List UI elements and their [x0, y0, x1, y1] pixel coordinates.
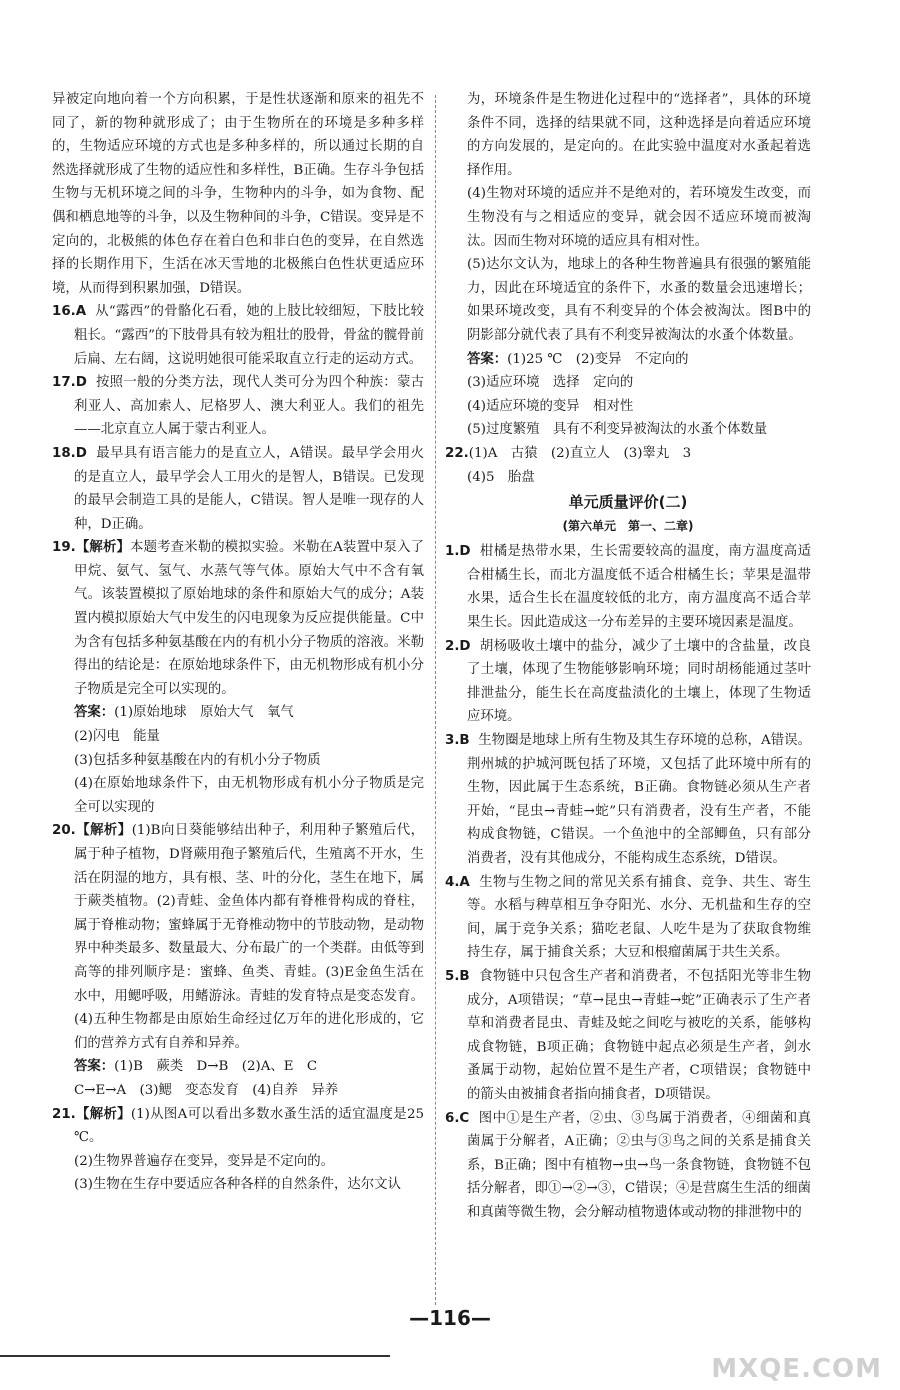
item-text: (1)从图A可以看出多数水蚤生活的适宜温度是25 ℃。	[74, 1106, 424, 1146]
paragraph: 为，环境条件是生物进化过程中的“选择者”，具体的环境条件不同，选择的结果就不同，这种选择是向着适应环境的方向发展的，是定向的。在此实验中温度对水蚤起着选择作用。	[467, 92, 811, 178]
answer-item-19	[52, 536, 424, 701]
column-divider	[435, 95, 436, 1305]
page-number: —116—	[409, 1306, 491, 1330]
answer-item-21	[52, 1103, 424, 1150]
item-number: 19.【解析】	[52, 540, 131, 556]
item-text: (1)B向日葵能够结出种子，利用种子繁殖后代，属于种子植物，D肾蕨用孢子繁殖后代，生殖离不开水，生活在阴湿的地方，具有根、茎、叶的分化，茎生在地下，属于蕨类植物。(2)青蛙、金鱼体内都有脊椎骨构成的脊柱，属于脊椎动物；蜜蜂属于无脊椎动物中的节肢动物，是动物界中种类最多、数量最大、分布最广的一个类群。由低等到高等的排列顺序是：蜜蜂、鱼类、青蛙。(3)E金鱼生活在水中，用鳃呼吸，用鳍游泳。青蛙的发育特点是变态发育。(4)五种生物都是由原始生命经过亿万年的进化形成的，它们的营养方式有自养和异养。	[74, 823, 424, 1051]
answer-line: (3)包括多种氨基酸在内的有机小分子物质	[74, 752, 321, 768]
item-number: 20.【解析】	[52, 823, 132, 839]
answer-label: 答案：	[467, 351, 508, 367]
item-number: 6.C	[445, 1110, 470, 1126]
right-column	[445, 88, 811, 1225]
item-number: 16.A	[52, 304, 87, 320]
section-title: 单元质量评价(二)	[568, 493, 688, 512]
answer-item-6	[445, 1107, 811, 1225]
watermark-text: MXQE.COM	[711, 1354, 882, 1384]
answer-line: C→E→A (3)鳃 变态发育 (4)自养 异养	[74, 1082, 339, 1098]
item-text: 本题考查米勒的模拟实验。米勒在A装置中泵入了甲烷、氨气、氢气、水蒸气等气体。原始大气中不含有氧气。该装置模拟了原始地球的条件和原始大气的成分；A装置内模拟原始大气中发生的闪电现象为反应提供能量。C中为含有包括多种氨基酸在内的有机小分子物质的溶液。米勒得出的结论是：在原始地球条件下，由无机物形成有机小分子物质是完全可以实现的。	[74, 540, 424, 697]
bottom-rule	[0, 1355, 390, 1357]
answer-line: (4)适应环境的变异 相对性	[467, 398, 634, 414]
item-text: 柑橘是热带水果，生长需要较高的温度，南方温度高适合柑橘生长，而北方温度低不适合柑橘生长；苹果是温带水果，适合生长在温度较低的北方，南方温度高不适合苹果生长。因此造成这一分布差异的主要环境因素是温度。	[467, 544, 811, 631]
answer-line: (2)生物界普遍存在变异，变异是不定向的。	[74, 1153, 334, 1169]
answer-label: 答案：	[74, 1059, 115, 1075]
answer-item-18	[52, 442, 424, 536]
answer-item-16	[52, 300, 424, 371]
item-number: 22.	[445, 445, 469, 461]
answer-text: (1)B 蕨类 D→B (2)A、E C	[114, 1059, 318, 1075]
answer-item-20	[52, 819, 424, 1055]
answer-item-17	[52, 371, 424, 442]
item-number: 18.D	[52, 445, 87, 461]
answer-label: 答案：	[74, 705, 115, 721]
item-text: 胡杨吸收土壤中的盐分，减少了土壤中的含盐量，改良了土壤，体现了生物能够影响环境；同时胡杨能通过茎叶排泄盐分，能生长在高度盐渍化的土壤上，体现了生物适应环境。	[467, 638, 811, 725]
answer-item-5	[445, 965, 811, 1107]
section-subtitle: (第六单元 第一、二章)	[562, 518, 694, 533]
item-number: 21.【解析】	[52, 1106, 131, 1122]
answer-line: (2)闪电 能量	[74, 729, 160, 745]
item-text: 生物与生物之间的常见关系有捕食、竞争、共生、寄生等。水稻与稗草相互争夺阳光、水分、无机盐和生存的空间，属于竞争关系；猫吃老鼠、人吃牛是为了获取食物维持生存，属于捕食关系；大豆和根瘤菌属于共生关系。	[467, 874, 811, 961]
answer-text: (1)25 ℃ (2)变异 不定向的	[507, 351, 689, 367]
answer-line: (5)达尔文认为，地球上的各种生物普遍具有很强的繁殖能力，因此在环境适宜的条件下，水蚤的数量会迅速增长；如果环境改变，具有不利变异的个体会被淘汰。图B中的阴影部分就代表了具有不利变异被淘汰的水蚤个体数量。	[467, 257, 811, 343]
item-text: (1)A 古猿 (2)直立人 (3)睾丸 3	[468, 445, 692, 461]
answer-item-2	[445, 635, 811, 729]
answer-line: (5)过度繁殖 具有不利变异被淘汰的水蚤个体数量	[467, 422, 768, 438]
item-number: 3.B	[445, 733, 470, 749]
paragraph: 异被定向地向着一个方向积累，于是性状逐渐和原来的祖先不同了，新的物种就形成了；由于生物所在的环境是多种多样的，生物适应环境的方式也是多种多样的，所以通过长期的自然选择就形成了生物的适应性和多样性，B正确。生存斗争包括生物与无机环境之间的斗争，生物种内的斗争，如为食物、配偶和栖息地等的斗争，以及生物种间的斗争，C错误。变异是不定向的，北极熊的体色存在着白色和非白色的变异，在自然选择的长期作用下，生活在冰天雪地的北极熊白色性状更适应环境，从而得到积累加强，D错误。	[52, 92, 424, 296]
item-text: 按照一般的分类方法，现代人类可分为四个种族：蒙古利亚人、高加索人、尼格罗人、澳大利亚人。我们的祖先——北京直立人属于蒙古利亚人。	[74, 375, 425, 438]
answer-line: (4)5 胎盘	[467, 469, 535, 485]
watermark-logo	[682, 1314, 882, 1384]
item-number: 5.B	[445, 968, 470, 984]
answer-item-1	[445, 540, 811, 634]
answer-line: (3)生物在生存中要适应各种各样的自然条件，达尔文认	[74, 1177, 401, 1193]
answer-item-4	[445, 871, 811, 965]
item-text: 从“露西”的骨骼化石看，她的上肢比较细短，下肢比较粗长。“露西”的下肢骨具有较为粗壮的股骨，骨盆的髋骨前后扁、左右阔，这说明她很可能采取直立行走的运动方式。	[74, 304, 424, 367]
answer-text: (1)原始地球 原始大气 氧气	[114, 705, 294, 721]
item-text: 食物链中只包含生产者和消费者，不包括阳光等非生物成分，A项错误；“草→昆虫→青蛙→蛇”正确表示了生产者草和消费者昆虫、青蛙及蛇之间吃与被吃的关系，能够构成食物链，B项正确；食物链中起点必须是生产者，剑水蚤属于动物，起始位置不是生产者，C项错误；食物链中的箭头由被捕食者指向捕食者，D项错误。	[467, 968, 812, 1102]
answer-line	[52, 701, 424, 725]
answer-line: (3)适应环境 选择 定向的	[467, 375, 634, 391]
answer-item-3	[445, 729, 811, 871]
answer-item-22	[445, 442, 811, 466]
answer-line	[52, 1055, 424, 1079]
item-text: 生物圈是地球上所有生物及其生存环境的总称，A错误。荆州城的护城河既包括了环境，又包括了此环境中所有的生物，因此属于生态系统，B正确。食物链必须从生产者开始，“昆虫→青蛙→蛇”只有消费者，没有生产者，不能构成食物链，C错误。一个鱼池中的全部鲫鱼，只有部分消费者，没有其他成分，不能构成生态系统，D错误。	[467, 733, 811, 866]
answer-line: (4)生物对环境的适应并不是绝对的，若环境发生改变，而生物没有与之相适应的变异，就会因不适应环境而被淘汰。因而生物对环境的适应具有相对性。	[467, 186, 811, 249]
item-number: 2.D	[445, 638, 471, 654]
item-number: 17.D	[52, 375, 87, 391]
item-number: 1.D	[445, 544, 471, 560]
item-text: 最早具有语言能力的是直立人，A错误。最早学会用火的是直立人，最早学会人工用火的是智人，B错误。已发现的最早会制造工具的是能人，C错误。智人是唯一现存的人种，D正确。	[74, 445, 425, 532]
left-column	[52, 88, 424, 1197]
item-text: 图中①是生产者，②虫、③鸟属于消费者，④细菌和真菌属于分解者，A正确；②虫与③鸟之间的关系是捕食关系，B正确；图中有植物→虫→鸟一条食物链，食物链不包括分解者，即①→②→③，C错误；④是营腐生生活的细菌和真菌等微生物，会分解动植物遗体或动物的排泄物中的	[467, 1110, 812, 1220]
answer-line: (4)在原始地球条件下，由无机物形成有机小分子物质是完全可以实现的	[74, 776, 424, 815]
item-number: 4.A	[445, 874, 470, 890]
answer-line	[445, 348, 811, 372]
